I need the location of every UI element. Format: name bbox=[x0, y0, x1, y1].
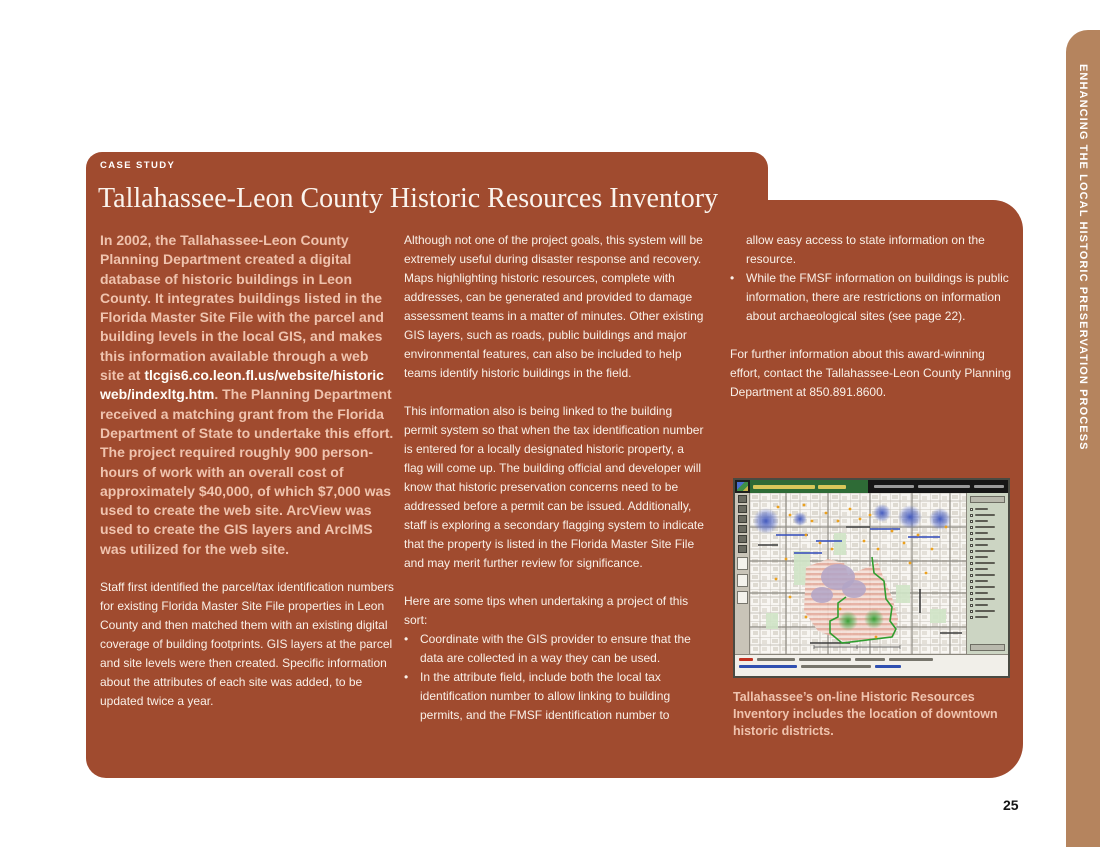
column-3 bbox=[730, 231, 1015, 740]
map-screenshot bbox=[733, 478, 1010, 678]
list-item bbox=[404, 630, 704, 668]
tips-intro: Here are some tips when undertaking a project of this sort: bbox=[404, 594, 689, 627]
map-legend-rows bbox=[970, 506, 1005, 642]
figure-caption: Tallahassee’s on-line Historic Resources Inventory includes the location of downtown historic districts. bbox=[733, 690, 998, 738]
article-columns bbox=[100, 231, 1015, 740]
gis-legend-panel bbox=[966, 493, 1008, 654]
bullet-text: Coordinate with the GIS provider to ensure that the data are collected in a way they can be used. bbox=[420, 632, 691, 665]
lead-paragraph bbox=[100, 231, 394, 559]
column-1 bbox=[100, 231, 394, 740]
legend-footer-button bbox=[970, 644, 1005, 651]
gis-status-area bbox=[735, 654, 1008, 676]
page-number: 25 bbox=[1003, 797, 1019, 813]
lead-text-before: In 2002, the Tallahassee-Leon County Planning Department created a digital database of historic buildings in Leon County. It integrates buildings listed in the Florida Master Site File with the parcel and building levels in the local GIS, and makes this information available through a web site at bbox=[100, 232, 384, 384]
pan-tool-icon bbox=[738, 505, 747, 513]
legend-header-button bbox=[970, 496, 1005, 503]
list-item bbox=[730, 269, 1015, 326]
gis-address-bar bbox=[868, 480, 1008, 493]
paragraph-disaster: Although not one of the project goals, this system will be extremely useful during disaster response and recovery. Maps highlighting historic resources, complete with addresses, can be generated and provided to damage assessment teams in a matter of minutes. Other existing GIS layers, such as roads, public buildings and major environmental features, can also be included to help teams identify historic buildings in the field. bbox=[404, 233, 704, 380]
gis-banner bbox=[750, 480, 868, 493]
paragraph-staff: Staff first identified the parcel/tax identification numbers for existing Florida Master Site File properties in Leon County and then matched them with an existing digital coverage of building footprints. GIS layers at the parcel and site levels were then created. Specific information about the attributes of each site was added, to be updated twice a year. bbox=[100, 580, 394, 709]
page-title: Tallahassee-Leon County Historic Resources Inventory bbox=[98, 183, 719, 214]
bullet-marker: • bbox=[404, 670, 409, 684]
bullet-continuation: allow easy access to state information on the resource. bbox=[746, 233, 985, 266]
gis-titlebar bbox=[735, 480, 1008, 493]
status-line-2 bbox=[739, 665, 1004, 668]
identify-tool-icon bbox=[738, 515, 747, 523]
case-study-eyebrow: CASE STUDY bbox=[100, 160, 176, 171]
bullet-text: While the FMSF information on buildings is public information, there are restrictions on information about archaeological sites (see page 22). bbox=[746, 271, 1009, 323]
lead-text-after: . The Planning Department received a matching grant from the Florida Department of State to undertake this effort. The project required roughly 900 person-hours of work with an overall cost of approximately $40,000, of which $7,000 was used to create the web site. ArcView was used to create the GIS layers and ArcIMS was utilized for the web site. bbox=[100, 386, 394, 557]
status-line-1 bbox=[739, 658, 1004, 661]
gis-map-canvas bbox=[750, 493, 966, 654]
overview-map-thumb bbox=[737, 574, 748, 587]
overview-map-thumb bbox=[737, 591, 748, 604]
chapter-side-tab bbox=[1066, 30, 1100, 847]
measure-tool-icon bbox=[738, 525, 747, 533]
column-2 bbox=[404, 231, 704, 740]
gis-tool-column bbox=[735, 493, 750, 654]
paragraph-permit: This information also is being linked to the building permit system so that when the tax identification number is entered for a locally designated historic property, a flag will come up. The building official and developer will know that historic preservation concerns need to be addressed before a permit can be issued. Additionally, staff is exploring a secondary flagging system to indicate that the property is listed in the Florida Master Site File and may merit further review for significance. bbox=[404, 404, 704, 570]
downtown-map-graphic bbox=[750, 493, 966, 654]
print-tool-icon bbox=[738, 545, 747, 553]
overview-map-thumb bbox=[737, 557, 748, 570]
chapter-title-vertical: ENHANCING THE LOCAL HISTORIC PRESERVATION PROCESS bbox=[1077, 64, 1089, 451]
app-icon bbox=[737, 482, 748, 491]
gis-main-area bbox=[735, 493, 1008, 654]
select-tool-icon bbox=[738, 535, 747, 543]
zoom-tool-icon bbox=[738, 495, 747, 503]
bullet-text: In the attribute field, include both the local tax identification number to allow linking to building permits, and the FMSF identification number to bbox=[420, 670, 671, 722]
bullet-marker: • bbox=[730, 271, 735, 285]
bullet-marker: • bbox=[404, 632, 409, 646]
list-item bbox=[404, 668, 704, 725]
contact-paragraph: For further information about this award-winning effort, contact the Tallahassee-Leon County Planning Department at 850.891.8600. bbox=[730, 347, 1012, 399]
inventory-url: tlcgis6.co.leon.fl.us/website/historicweb/indexltg.htm bbox=[100, 367, 384, 403]
